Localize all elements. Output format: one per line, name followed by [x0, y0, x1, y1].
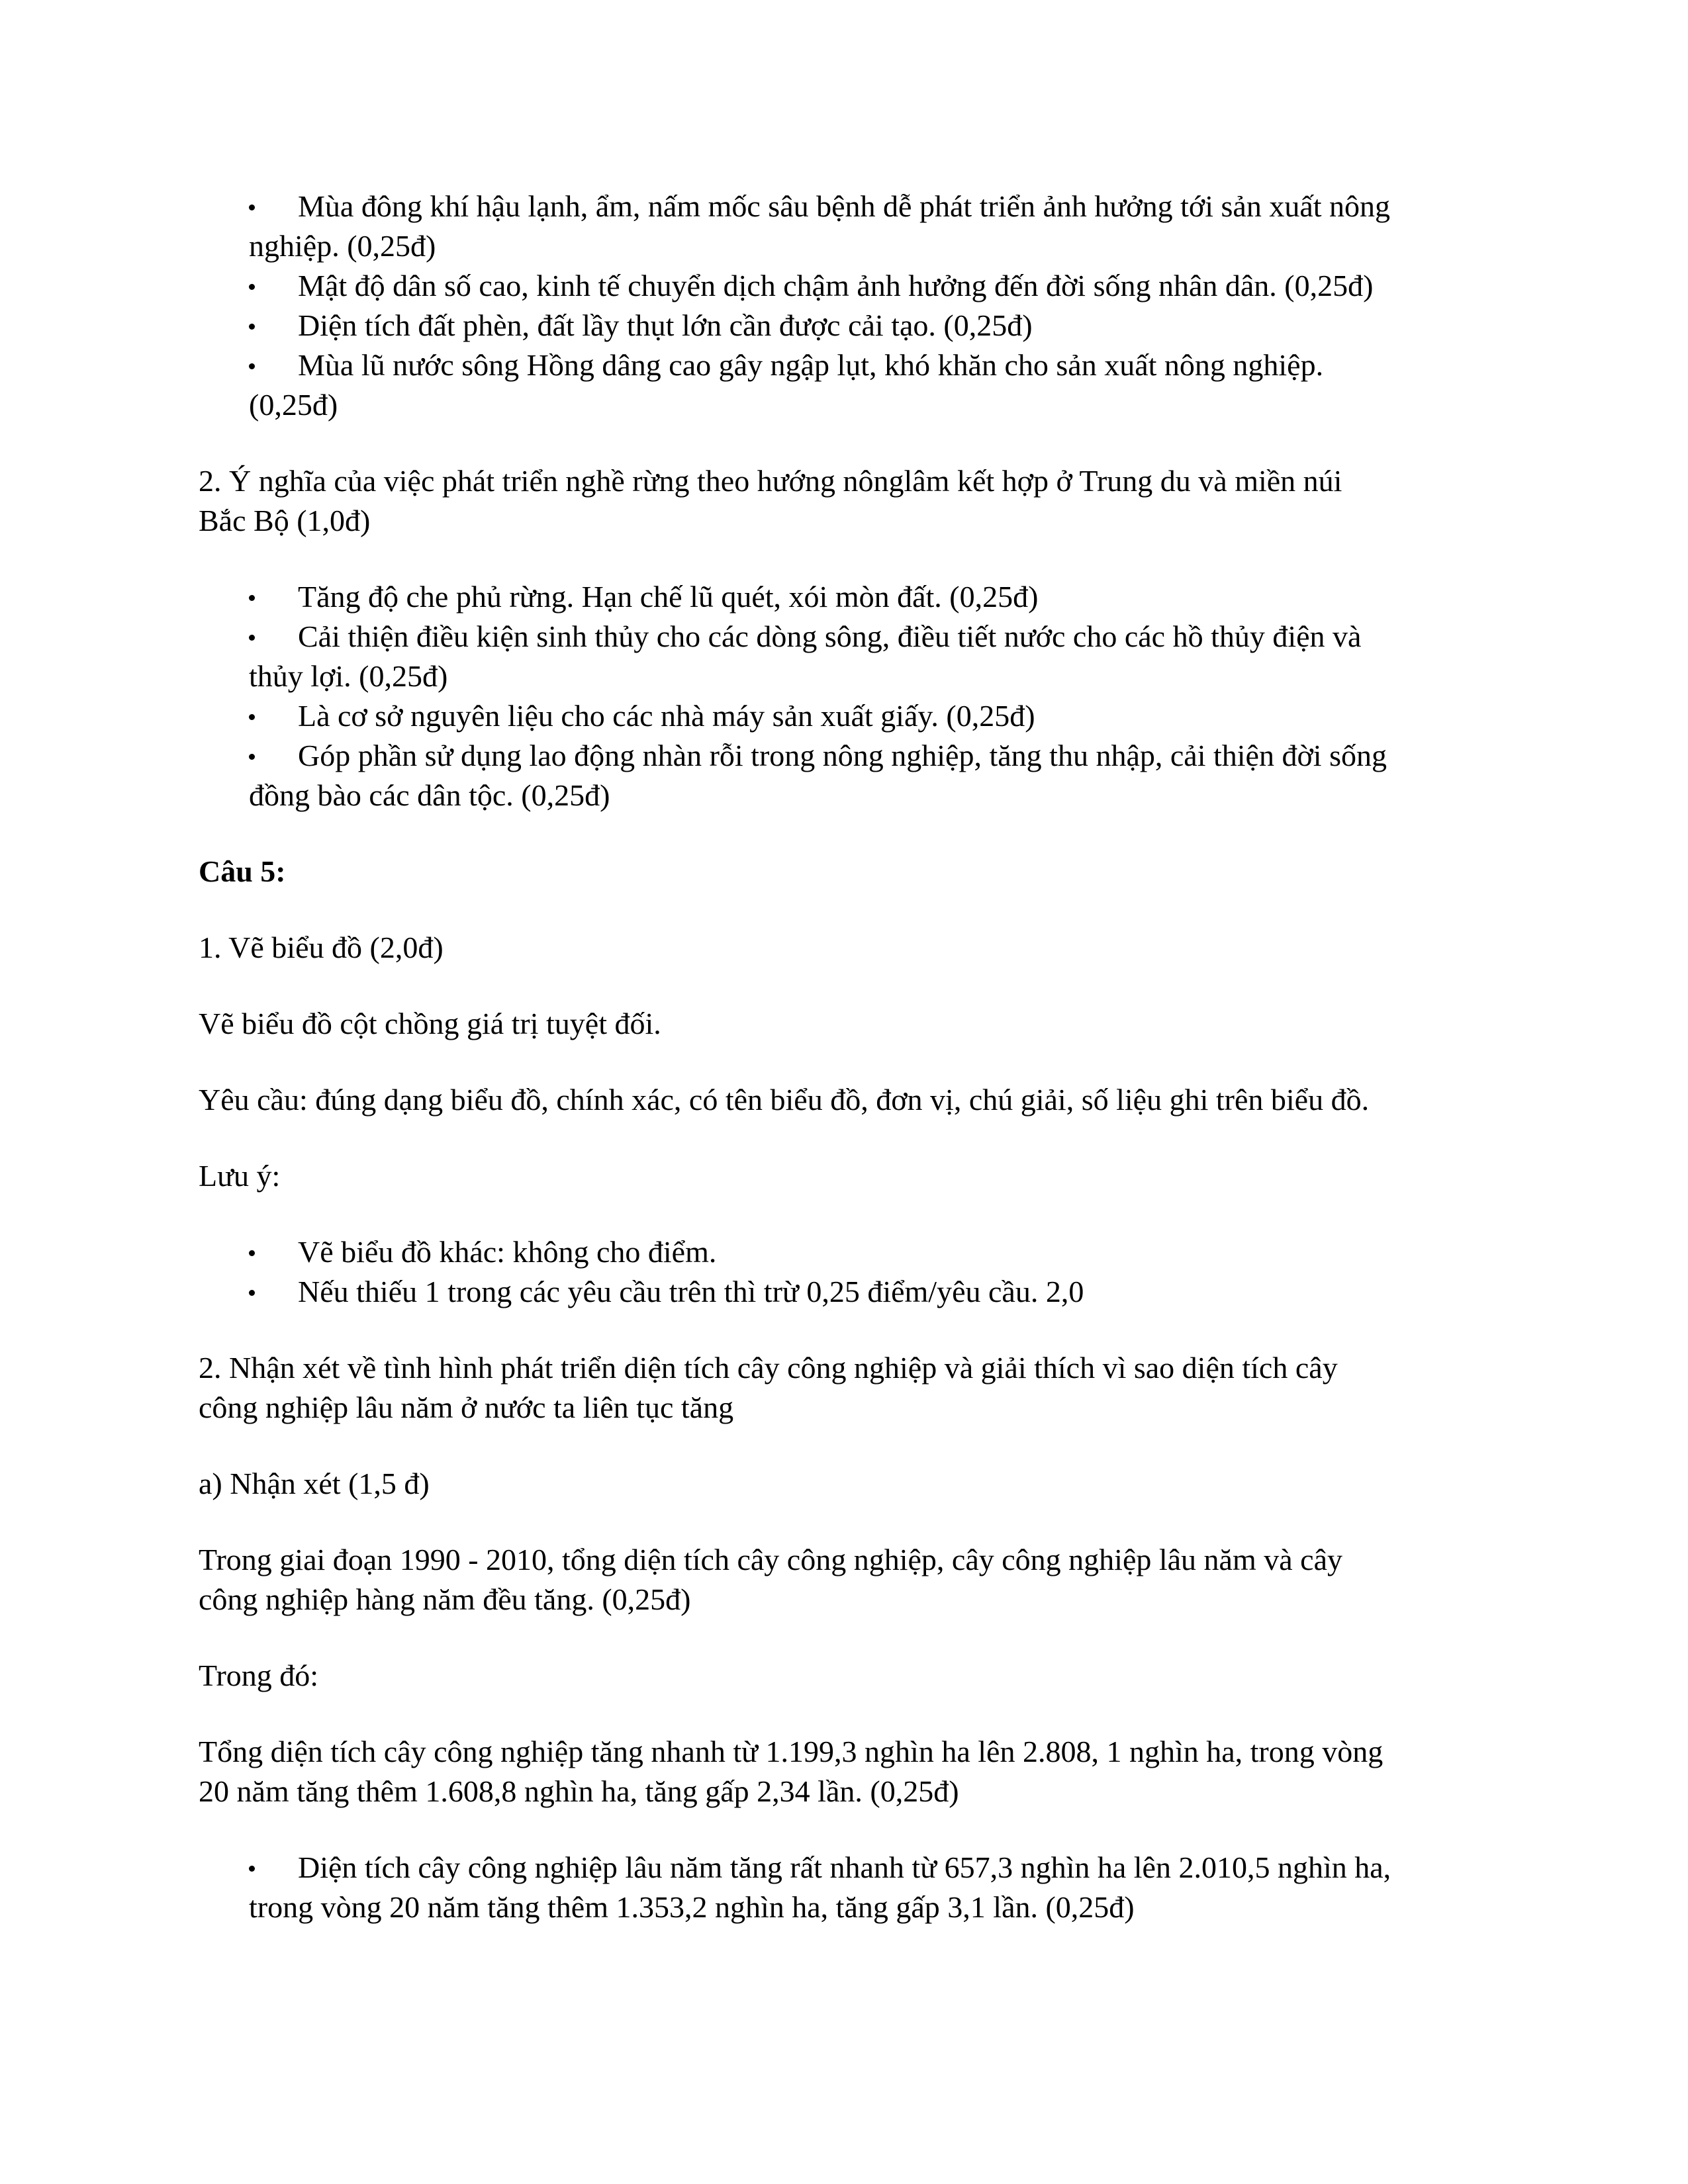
note-list [199, 1232, 1493, 1312]
list-item [199, 736, 1493, 815]
list-item [199, 696, 1493, 736]
requirements-text: Yêu cầu: đúng dạng biểu đồ, chính xác, có tên biểu đồ, đơn vị, chú giải, số liệu ghi trên biểu đồ. [199, 1083, 1370, 1116]
list-item [199, 266, 1493, 306]
question-heading: Câu 5: [199, 854, 286, 888]
list-item-line1: Mật độ dân số cao, kinh tế chuyển dịch chậm ảnh hưởng đến đời sống nhân dân. (0,25đ) [298, 269, 1374, 302]
list-item-line1: Góp phần sử dụng lao động nhàn rỗi trong nông nghiệp, tăng thu nhập, cải thiện đời sống [298, 739, 1387, 772]
list-item [199, 187, 1493, 266]
list-item-line2: thủy lợi. (0,25đ) [249, 659, 448, 693]
list-item-line1: Vẽ biểu đồ khác: không cho điểm. [298, 1235, 717, 1269]
list-item-line2: đồng bào các dân tộc. (0,25đ) [249, 778, 610, 812]
list-item-line1: Cải thiện điều kiện sinh thủy cho các dòng sông, điều tiết nước cho các hồ thủy điện và [298, 619, 1362, 653]
list-item-line1: Là cơ sở nguyên liệu cho các nhà máy sản xuất giấy. (0,25đ) [298, 699, 1035, 733]
list-item-line1: Diện tích cây công nghiệp lâu năm tăng rất nhanh từ 657,3 nghìn ha lên 2.010,5 nghìn ha, [298, 1850, 1391, 1884]
list-item-line2: (0,25đ) [249, 388, 338, 422]
perennial-list [199, 1848, 1493, 1927]
document-page [199, 187, 1493, 1927]
list-item-line2: nghiệp. (0,25đ) [249, 229, 436, 263]
list-item-line1: Mùa lũ nước sông Hồng dâng cao gây ngập lụt, khó khăn cho sản xuất nông nghiệp. [298, 348, 1324, 382]
draw-chart-heading: 1. Vẽ biểu đồ (2,0đ) [199, 931, 444, 964]
list-item [199, 577, 1493, 617]
in-which-label: Trong đó: [199, 1659, 319, 1692]
total-area-paragraph: Tổng diện tích cây công nghiệp tăng nhanh từ 1.199,3 nghìn ha lên 2.808, 1 nghìn ha, trong vòng 20 năm tăng thêm 1.608,8 nghìn ha, tăng gấp 2,34 lần. (0,25đ) [199, 1735, 1383, 1808]
forestry-meaning-list [199, 577, 1493, 815]
list-item-line1: Diện tích đất phèn, đất lầy thụt lớn cần được cải tạo. (0,25đ) [298, 308, 1033, 342]
list-item-line1: Mùa đông khí hậu lạnh, ẩm, nấm mốc sâu bệnh dễ phát triển ảnh hưởng tới sản xuất nông [298, 189, 1391, 223]
list-item-line1: Nếu thiếu 1 trong các yêu cầu trên thì trừ 0,25 điểm/yêu cầu. 2,0 [298, 1275, 1084, 1308]
list-item [199, 617, 1493, 696]
list-item [199, 1272, 1493, 1312]
list-item [199, 1848, 1493, 1927]
list-item [199, 345, 1493, 425]
list-item [199, 306, 1493, 345]
period-paragraph: Trong giai đoạn 1990 - 2010, tổng diện tích cây công nghiệp, cây công nghiệp lâu năm và cây công nghiệp hàng năm đều tăng. (0,25đ) [199, 1543, 1343, 1616]
section-heading: 2. Ý nghĩa của việc phát triển nghề rừng theo hướng nônglâm kết hợp ở Trung du và miền núi Bắc Bộ (1,0đ) [199, 464, 1342, 537]
comment-heading: a) Nhận xét (1,5 đ) [199, 1467, 430, 1500]
difficulties-list [199, 187, 1493, 425]
comment-question: 2. Nhận xét về tình hình phát triển diện tích cây công nghiệp và giải thích vì sao diện tích cây công nghiệp lâu năm ở nước ta liên tục tăng [199, 1351, 1338, 1424]
list-item [199, 1232, 1493, 1272]
list-item-line2: trong vòng 20 năm tăng thêm 1.353,2 nghìn ha, tăng gấp 3,1 lần. (0,25đ) [249, 1890, 1135, 1924]
note-label: Lưu ý: [199, 1159, 281, 1193]
chart-type-text: Vẽ biểu đồ cột chồng giá trị tuyệt đối. [199, 1007, 661, 1040]
list-item-line1: Tăng độ che phủ rừng. Hạn chế lũ quét, xói mòn đất. (0,25đ) [298, 580, 1039, 614]
